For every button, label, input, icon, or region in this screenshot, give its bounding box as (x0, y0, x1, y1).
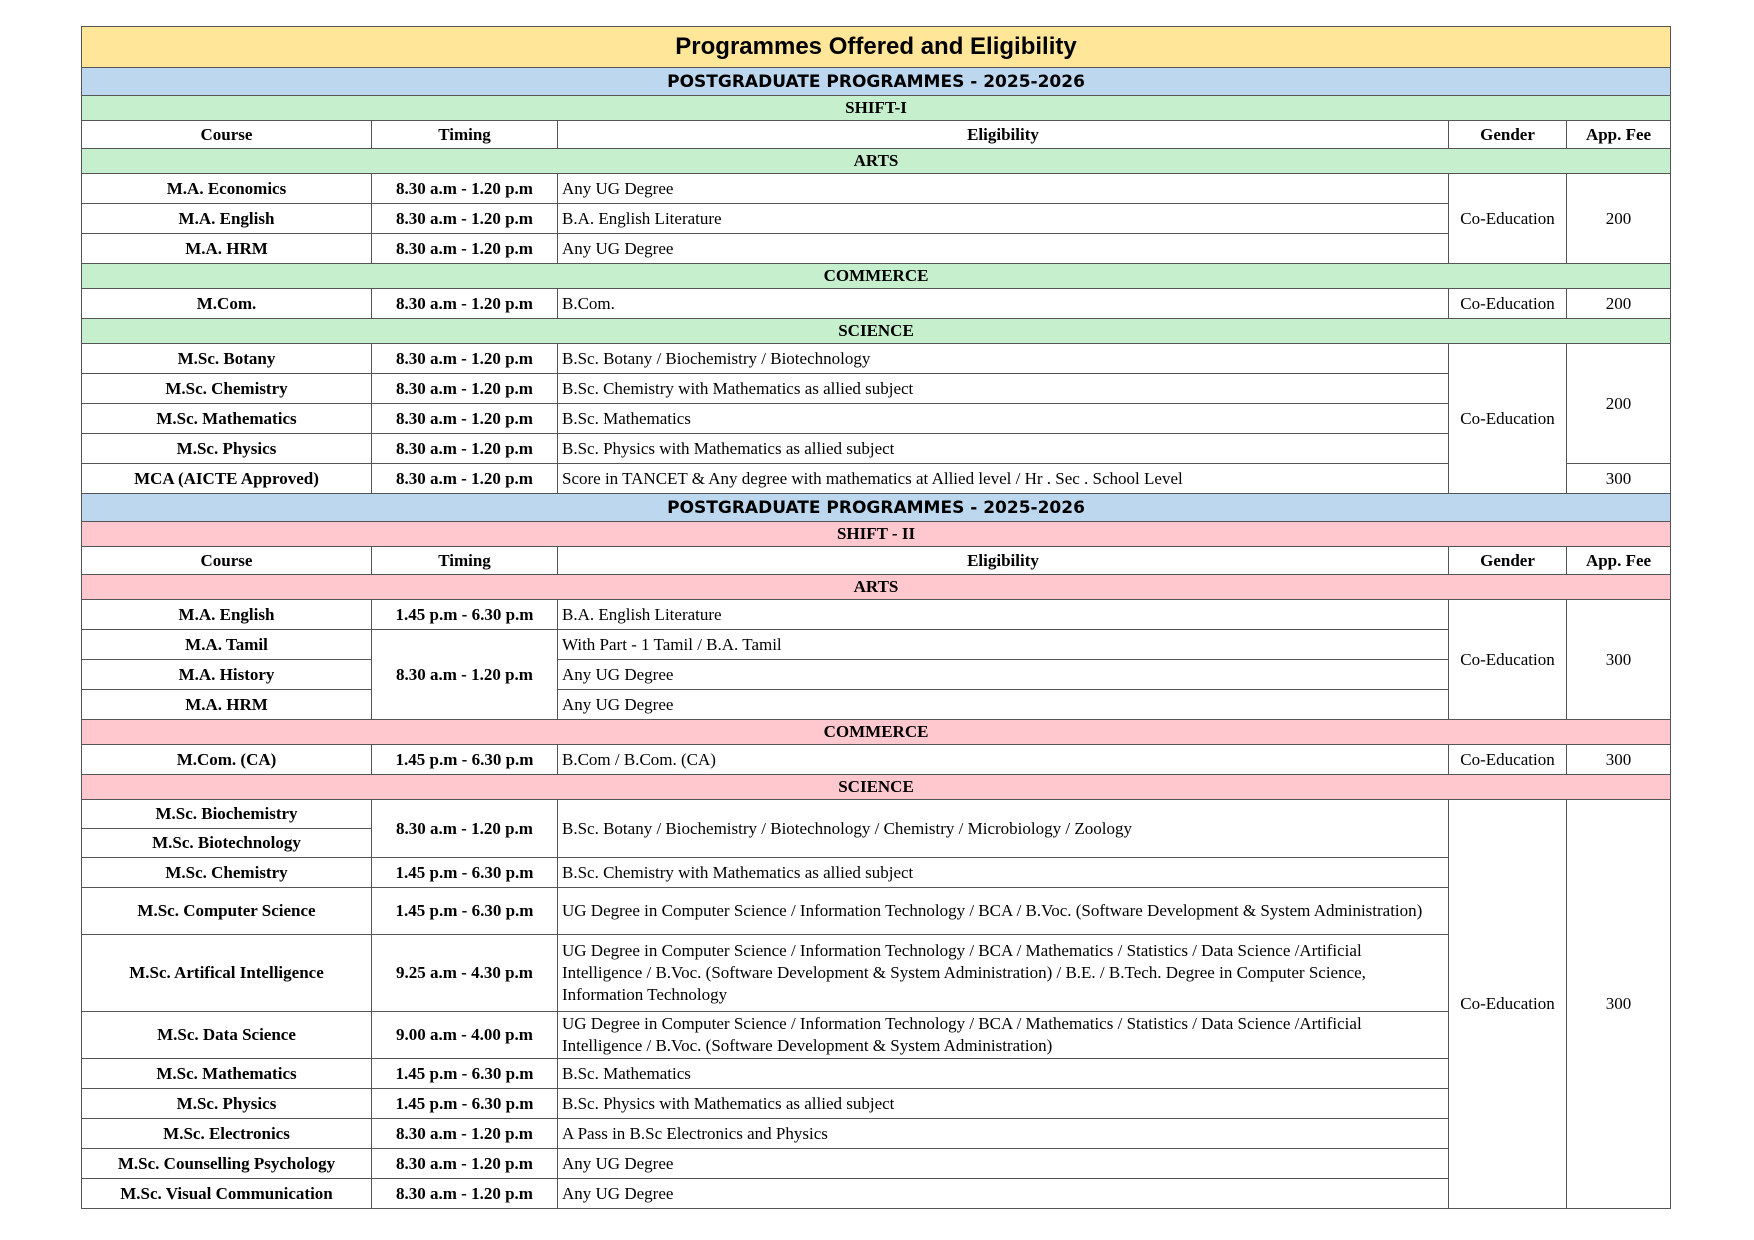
course-cell: M.A. English (82, 600, 372, 630)
eligibility-cell: Any UG Degree (558, 1149, 1449, 1179)
fee-cell: 200 (1567, 289, 1671, 319)
course-cell: M.A. History (82, 660, 372, 690)
eligibility-cell: UG Degree in Computer Science / Information Technology / BCA / Mathematics / Statistics / Data Science /Artificial Intelligence / B.Voc. (Software Development & System Administration) / B.E. / B.Tech. Degree in Computer Science, Information Technology (558, 935, 1449, 1012)
course-cell: M.Sc. Physics (82, 434, 372, 464)
eligibility-cell: A Pass in B.Sc Electronics and Physics (558, 1119, 1449, 1149)
eligibility-cell: B.A. English Literature (558, 600, 1449, 630)
course-cell: M.Sc. Physics (82, 1089, 372, 1119)
timing-cell: 8.30 a.m - 1.20 p.m (372, 630, 558, 720)
section-row (82, 720, 1671, 745)
eligibility-cell: B.A. English Literature (558, 204, 1449, 234)
timing-cell: 8.30 a.m - 1.20 p.m (372, 174, 558, 204)
course-cell: MCA (AICTE Approved) (82, 464, 372, 494)
section-row (82, 575, 1671, 600)
gender-cell: Co-Education (1449, 745, 1567, 775)
header-course: Course (82, 547, 372, 575)
table-row (82, 344, 1671, 374)
timing-cell: 1.45 p.m - 6.30 p.m (372, 600, 558, 630)
header-eligibility: Eligibility (558, 547, 1449, 575)
eligibility-cell: B.Sc. Chemistry with Mathematics as allied subject (558, 374, 1449, 404)
eligibility-cell: UG Degree in Computer Science / Information Technology / BCA / Mathematics / Statistics / Data Science /Artificial Intelligence / B.Voc. (Software Development & System Administration) (558, 1012, 1449, 1059)
table-row (82, 404, 1671, 434)
programmes-sheet (81, 26, 1670, 1209)
timing-cell: 8.30 a.m - 1.20 p.m (372, 374, 558, 404)
course-cell: M.A. HRM (82, 690, 372, 720)
timing-cell: 8.30 a.m - 1.20 p.m (372, 344, 558, 374)
timing-cell: 8.30 a.m - 1.20 p.m (372, 1149, 558, 1179)
timing-cell: 9.00 a.m - 4.00 p.m (372, 1012, 558, 1059)
course-cell: M.Com. (82, 289, 372, 319)
eligibility-cell: With Part - 1 Tamil / B.A. Tamil (558, 630, 1449, 660)
section-label: COMMERCE (82, 264, 1671, 289)
eligibility-cell: Any UG Degree (558, 1179, 1449, 1209)
eligibility-cell: B.Sc. Botany / Biochemistry / Biotechnology (558, 344, 1449, 374)
programmes-table (81, 26, 1671, 1209)
timing-cell: 8.30 a.m - 1.20 p.m (372, 204, 558, 234)
fee-cell: 300 (1567, 800, 1671, 1209)
header-gender: Gender (1449, 547, 1567, 575)
table-row (82, 858, 1671, 888)
header-timing: Timing (372, 121, 558, 149)
eligibility-cell: B.Sc. Mathematics (558, 1059, 1449, 1089)
eligibility-cell: Score in TANCET & Any degree with mathematics at Allied level / Hr . Sec . School Level (558, 464, 1449, 494)
fee-cell: 300 (1567, 745, 1671, 775)
section-row (82, 149, 1671, 174)
timing-cell: 8.30 a.m - 1.20 p.m (372, 234, 558, 264)
table-row (82, 935, 1671, 1012)
pg-heading-row (82, 68, 1671, 96)
header-row (82, 547, 1671, 575)
section-label: ARTS (82, 575, 1671, 600)
table-row (82, 1119, 1671, 1149)
gender-cell: Co-Education (1449, 800, 1567, 1209)
course-cell: M.Sc. Electronics (82, 1119, 372, 1149)
table-row (82, 374, 1671, 404)
timing-cell: 8.30 a.m - 1.20 p.m (372, 434, 558, 464)
gender-cell: Co-Education (1449, 289, 1567, 319)
timing-cell: 1.45 p.m - 6.30 p.m (372, 745, 558, 775)
course-cell: M.Sc. Artifical Intelligence (82, 935, 372, 1012)
table-row (82, 660, 1671, 690)
eligibility-cell: B.Sc. Physics with Mathematics as allied subject (558, 434, 1449, 464)
header-eligibility: Eligibility (558, 121, 1449, 149)
course-cell: M.Sc. Data Science (82, 1012, 372, 1059)
title-row (82, 27, 1671, 68)
page-title: Programmes Offered and Eligibility (82, 27, 1671, 68)
table-row (82, 690, 1671, 720)
timing-cell: 1.45 p.m - 6.30 p.m (372, 1089, 558, 1119)
timing-cell: 9.25 a.m - 4.30 p.m (372, 935, 558, 1012)
timing-cell: 1.45 p.m - 6.30 p.m (372, 858, 558, 888)
course-cell: M.Sc. Mathematics (82, 404, 372, 434)
eligibility-cell: Any UG Degree (558, 234, 1449, 264)
eligibility-cell: B.Com. (558, 289, 1449, 319)
eligibility-cell: B.Sc. Physics with Mathematics as allied subject (558, 1089, 1449, 1119)
gender-cell: Co-Education (1449, 174, 1567, 264)
table-row (82, 204, 1671, 234)
eligibility-cell: B.Sc. Mathematics (558, 404, 1449, 434)
table-row (82, 1089, 1671, 1119)
timing-cell: 8.30 a.m - 1.20 p.m (372, 289, 558, 319)
header-row (82, 121, 1671, 149)
table-row (82, 630, 1671, 660)
table-row (82, 464, 1671, 494)
fee-cell: 200 (1567, 174, 1671, 264)
timing-cell: 1.45 p.m - 6.30 p.m (372, 888, 558, 935)
table-row (82, 174, 1671, 204)
header-course: Course (82, 121, 372, 149)
section-label: SCIENCE (82, 775, 1671, 800)
header-fee: App. Fee (1567, 121, 1671, 149)
eligibility-cell: UG Degree in Computer Science / Information Technology / BCA / B.Voc. (Software Development & System Administration) (558, 888, 1449, 935)
section-row (82, 775, 1671, 800)
pg-heading-row (82, 494, 1671, 522)
shift-label: SHIFT - II (82, 522, 1671, 547)
course-cell: M.Sc. Mathematics (82, 1059, 372, 1089)
course-cell: M.Sc. Biotechnology (82, 829, 372, 858)
table-row (82, 1149, 1671, 1179)
shift-row (82, 96, 1671, 121)
fee-cell: 300 (1567, 600, 1671, 720)
table-row (82, 1059, 1671, 1089)
table-row (82, 1179, 1671, 1209)
course-cell: M.A. HRM (82, 234, 372, 264)
pg-heading: POSTGRADUATE PROGRAMMES - 2025-2026 (82, 68, 1671, 96)
course-cell: M.Sc. Visual Communication (82, 1179, 372, 1209)
section-label: COMMERCE (82, 720, 1671, 745)
header-fee: App. Fee (1567, 547, 1671, 575)
timing-cell: 1.45 p.m - 6.30 p.m (372, 1059, 558, 1089)
course-cell: M.Sc. Biochemistry (82, 800, 372, 829)
header-gender: Gender (1449, 121, 1567, 149)
header-timing: Timing (372, 547, 558, 575)
timing-cell: 8.30 a.m - 1.20 p.m (372, 1119, 558, 1149)
eligibility-cell: Any UG Degree (558, 690, 1449, 720)
gender-cell: Co-Education (1449, 600, 1567, 720)
course-cell: M.A. English (82, 204, 372, 234)
table-row (82, 234, 1671, 264)
section-label: ARTS (82, 149, 1671, 174)
eligibility-cell: B.Com / B.Com. (CA) (558, 745, 1449, 775)
table-row (82, 600, 1671, 630)
table-row (82, 434, 1671, 464)
eligibility-cell: Any UG Degree (558, 660, 1449, 690)
section-row (82, 264, 1671, 289)
table-row (82, 888, 1671, 935)
section-label: SCIENCE (82, 319, 1671, 344)
course-cell: M.Sc. Counselling Psychology (82, 1149, 372, 1179)
pg-heading: POSTGRADUATE PROGRAMMES - 2025-2026 (82, 494, 1671, 522)
timing-cell: 8.30 a.m - 1.20 p.m (372, 404, 558, 434)
timing-cell: 8.30 a.m - 1.20 p.m (372, 800, 558, 858)
table-row (82, 289, 1671, 319)
course-cell: M.Sc. Computer Science (82, 888, 372, 935)
eligibility-cell: B.Sc. Chemistry with Mathematics as allied subject (558, 858, 1449, 888)
eligibility-cell: Any UG Degree (558, 174, 1449, 204)
course-cell: M.Sc. Botany (82, 344, 372, 374)
shift-row (82, 522, 1671, 547)
fee-cell: 300 (1567, 464, 1671, 494)
shift-label: SHIFT-I (82, 96, 1671, 121)
table-row (82, 1012, 1671, 1059)
course-cell: M.Sc. Chemistry (82, 858, 372, 888)
timing-cell: 8.30 a.m - 1.20 p.m (372, 1179, 558, 1209)
eligibility-cell: B.Sc. Botany / Biochemistry / Biotechnology / Chemistry / Microbiology / Zoology (558, 800, 1449, 858)
table-row (82, 800, 1671, 829)
course-cell: M.Com. (CA) (82, 745, 372, 775)
course-cell: M.Sc. Chemistry (82, 374, 372, 404)
course-cell: M.A. Tamil (82, 630, 372, 660)
section-row (82, 319, 1671, 344)
course-cell: M.A. Economics (82, 174, 372, 204)
gender-cell: Co-Education (1449, 344, 1567, 494)
timing-cell: 8.30 a.m - 1.20 p.m (372, 464, 558, 494)
fee-cell: 200 (1567, 344, 1671, 464)
table-row (82, 745, 1671, 775)
